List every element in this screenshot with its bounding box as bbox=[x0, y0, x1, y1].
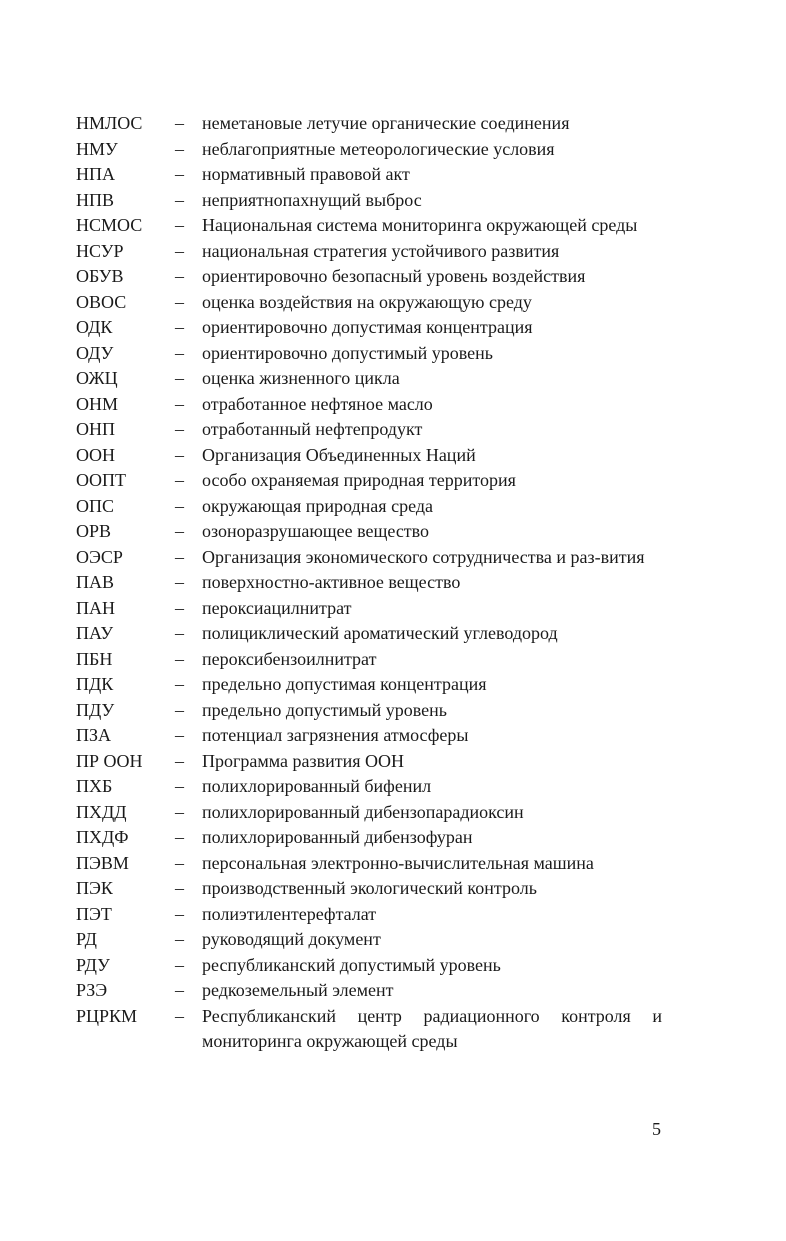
abbreviation-entry bbox=[76, 545, 662, 571]
definition: особо охраняемая природная территория bbox=[202, 470, 516, 490]
definition: редкоземельный элемент bbox=[202, 980, 394, 1000]
abbreviation: ПАН bbox=[76, 597, 115, 618]
abbreviation: ОДК bbox=[76, 317, 113, 337]
abbreviation-entry bbox=[76, 876, 662, 902]
abbreviation: ПБН bbox=[76, 648, 113, 669]
abbreviation: ОЖЦ bbox=[76, 368, 118, 388]
abbreviation-entry bbox=[76, 749, 662, 775]
dash: – bbox=[175, 189, 184, 210]
abbreviation-entry bbox=[76, 723, 662, 749]
abbreviation: ПДК bbox=[76, 674, 114, 694]
definition: Программа развития ООН bbox=[202, 750, 405, 771]
abbreviation: НСМОС bbox=[76, 215, 143, 235]
abbreviation-entry bbox=[76, 851, 662, 877]
abbreviation: ПЭК bbox=[76, 878, 113, 898]
abbreviation-entry bbox=[76, 596, 662, 622]
abbreviation-entry bbox=[76, 315, 662, 341]
dash: – bbox=[175, 572, 184, 592]
abbreviation-entry bbox=[76, 672, 662, 698]
definition: нормативный правовой акт bbox=[202, 164, 410, 184]
abbreviation: ПХБ bbox=[76, 776, 113, 796]
dash: – bbox=[175, 368, 184, 388]
definition: пероксиацилнитрат bbox=[202, 597, 352, 618]
dash: – bbox=[175, 597, 184, 618]
abbreviation: ПХДД bbox=[76, 801, 127, 822]
abbreviation-entry bbox=[76, 239, 662, 265]
definition: Республиканский центр радиационного контроля и мониторинга окружающей среды bbox=[202, 1005, 662, 1051]
dash: – bbox=[175, 903, 184, 924]
definition: окружающая природная среда bbox=[202, 495, 433, 516]
abbreviation-entry bbox=[76, 1004, 662, 1055]
dash: – bbox=[175, 138, 184, 159]
dash: – bbox=[175, 240, 184, 261]
abbreviation-entry bbox=[76, 647, 662, 673]
abbreviation-entry bbox=[76, 366, 662, 392]
definition: предельно допустимый уровень bbox=[202, 699, 447, 720]
abbreviation: ОНМ bbox=[76, 393, 119, 414]
definition: отработанное нефтяное масло bbox=[202, 393, 433, 414]
dash: – bbox=[175, 929, 184, 949]
dash: – bbox=[175, 623, 184, 643]
definition: Организация экономического сотрудничества и раз-​вития bbox=[202, 546, 645, 567]
definition: оценка воздействия на окружающую среду bbox=[202, 291, 532, 312]
definition: неблагоприятные метеорологические условия bbox=[202, 138, 555, 159]
abbreviation-entry bbox=[76, 570, 662, 596]
dash: – bbox=[175, 648, 184, 669]
dash: – bbox=[175, 419, 184, 439]
abbreviation: ООН bbox=[76, 444, 115, 465]
dash: – bbox=[175, 674, 184, 694]
abbreviation: ООПТ bbox=[76, 470, 126, 490]
dash: – bbox=[175, 878, 184, 898]
abbreviation-entry bbox=[76, 825, 662, 851]
abbreviation: ПДУ bbox=[76, 699, 115, 720]
abbreviation: НМУ bbox=[76, 138, 118, 159]
abbreviation-entry bbox=[76, 417, 662, 443]
dash: – bbox=[175, 725, 184, 745]
dash: – bbox=[175, 444, 184, 465]
dash: – bbox=[175, 521, 184, 541]
dash: – bbox=[175, 470, 184, 490]
abbreviation: ОПС bbox=[76, 495, 115, 516]
definition: оценка жизненного цикла bbox=[202, 368, 400, 388]
dash: – bbox=[175, 546, 184, 567]
abbreviation-entry bbox=[76, 111, 662, 137]
dash: – bbox=[175, 852, 184, 873]
definition: национальная стратегия устойчивого развития bbox=[202, 240, 560, 261]
abbreviation: ПЭВМ bbox=[76, 852, 129, 873]
dash: – bbox=[175, 750, 184, 771]
abbreviation-entry bbox=[76, 953, 662, 979]
abbreviation: РДУ bbox=[76, 954, 110, 975]
abbreviation: ПАУ bbox=[76, 623, 114, 643]
dash: – bbox=[175, 266, 184, 286]
abbreviation: НПА bbox=[76, 164, 115, 184]
definition: руководящий документ bbox=[202, 929, 381, 949]
abbreviation-entry bbox=[76, 162, 662, 188]
definition: полиэтилентерефталат bbox=[202, 903, 377, 924]
abbreviation: ОДУ bbox=[76, 342, 114, 363]
abbreviation-entry bbox=[76, 443, 662, 469]
dash: – bbox=[175, 393, 184, 414]
abbreviation: ОЭСР bbox=[76, 546, 123, 567]
abbreviation-entry bbox=[76, 188, 662, 214]
abbreviation-entry bbox=[76, 290, 662, 316]
abbreviation: ОНП bbox=[76, 419, 115, 439]
abbreviation-entry bbox=[76, 978, 662, 1004]
definition: неприятнопахнущий выброс bbox=[202, 189, 422, 210]
abbreviation: НМЛОС bbox=[76, 113, 143, 133]
definition: пероксибензоилнитрат bbox=[202, 648, 377, 669]
dash: – bbox=[175, 1005, 184, 1026]
definition: Национальная система мониторинга окружающей среды bbox=[202, 215, 638, 235]
definition: ориентировочно допустимый уровень bbox=[202, 342, 493, 363]
definition: ориентировочно допустимая концентрация bbox=[202, 317, 533, 337]
abbreviation-entry bbox=[76, 468, 662, 494]
abbreviation: ОБУВ bbox=[76, 266, 124, 286]
abbreviation-entry bbox=[76, 341, 662, 367]
dash: – bbox=[175, 291, 184, 312]
abbreviation: РЦРКМ bbox=[76, 1005, 138, 1026]
abbreviation: РД bbox=[76, 929, 97, 949]
abbreviation: ПЗА bbox=[76, 725, 112, 745]
definition: республиканский допустимый уровень bbox=[202, 954, 501, 975]
dash: – bbox=[175, 699, 184, 720]
abbreviation-entry bbox=[76, 621, 662, 647]
abbreviation-entry bbox=[76, 213, 662, 239]
dash: – bbox=[175, 342, 184, 363]
abbreviation: ОРВ bbox=[76, 521, 112, 541]
dash: – bbox=[175, 776, 184, 796]
abbreviation-entry bbox=[76, 264, 662, 290]
abbreviation-entry bbox=[76, 137, 662, 163]
page-number: 5 bbox=[652, 1119, 661, 1139]
definition: предельно допустимая концентрация bbox=[202, 674, 487, 694]
definition: производственный экологический контроль bbox=[202, 878, 537, 898]
abbreviation-entry bbox=[76, 902, 662, 928]
dash: – bbox=[175, 801, 184, 822]
definition: персональная электронно-вычислительная машина bbox=[202, 852, 594, 873]
dash: – bbox=[175, 215, 184, 235]
definition: Организация Объединенных Наций bbox=[202, 444, 476, 465]
dash: – bbox=[175, 495, 184, 516]
abbreviation: ПР ООН bbox=[76, 750, 143, 771]
abbreviation: НСУР bbox=[76, 240, 124, 261]
abbreviation-entry bbox=[76, 774, 662, 800]
definition: полихлорированный дибензофуран bbox=[202, 827, 473, 847]
definition: ориентировочно безопасный уровень воздействия bbox=[202, 266, 586, 286]
definition: полихлорированный бифенил bbox=[202, 776, 432, 796]
dash: – bbox=[175, 827, 184, 847]
dash: – bbox=[175, 113, 184, 133]
abbreviation-entry bbox=[76, 698, 662, 724]
dash: – bbox=[175, 317, 184, 337]
abbreviation: ПЭТ bbox=[76, 903, 112, 924]
definition: озоноразрушающее вещество bbox=[202, 521, 430, 541]
abbreviation-entry bbox=[76, 800, 662, 826]
definition: поверхностно-активное вещество bbox=[202, 572, 461, 592]
definition: потенциал загрязнения атмосферы bbox=[202, 725, 469, 745]
abbreviation-list bbox=[76, 111, 662, 1055]
dash: – bbox=[175, 954, 184, 975]
abbreviation-entry bbox=[76, 519, 662, 545]
abbreviation-entry bbox=[76, 392, 662, 418]
definition: неметановые летучие органические соединения bbox=[202, 113, 570, 133]
dash: – bbox=[175, 980, 184, 1000]
abbreviation: ПХДФ bbox=[76, 827, 129, 847]
definition: отработанный нефтепродукт bbox=[202, 419, 423, 439]
definition: полициклический ароматический углеводород bbox=[202, 623, 558, 643]
abbreviation: НПВ bbox=[76, 189, 115, 210]
abbreviation: ПАВ bbox=[76, 572, 115, 592]
abbreviation: РЗЭ bbox=[76, 980, 108, 1000]
dash: – bbox=[175, 164, 184, 184]
abbreviation: ОВОС bbox=[76, 291, 127, 312]
abbreviation-entry bbox=[76, 494, 662, 520]
abbreviation-entry bbox=[76, 927, 662, 953]
definition: полихлорированный дибензопарадиоксин bbox=[202, 801, 524, 822]
